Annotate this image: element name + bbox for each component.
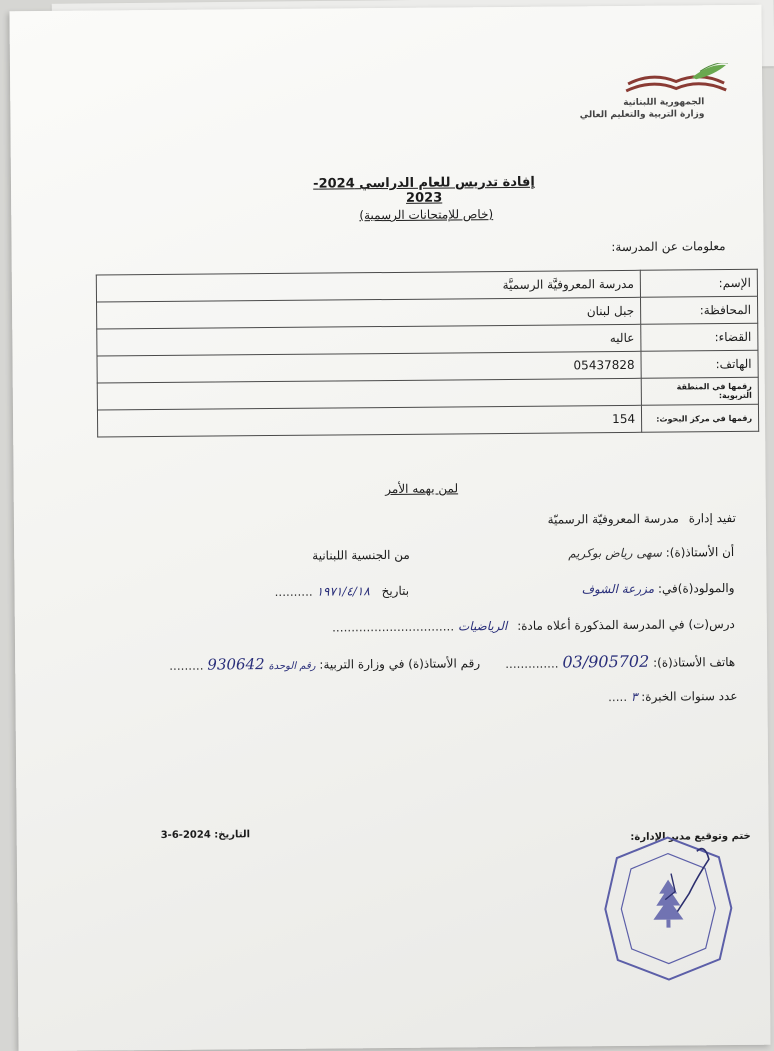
official-stamp bbox=[601, 833, 736, 984]
document-date bbox=[161, 829, 250, 841]
table-row bbox=[97, 404, 758, 437]
line-subject bbox=[332, 617, 735, 635]
line2-prefix: أن الأستاذ(ة): bbox=[665, 544, 735, 560]
dotted-fill: ................................ bbox=[332, 619, 455, 635]
dotted-fill: .......... bbox=[274, 584, 313, 600]
row-value: جبل لبنان bbox=[97, 297, 641, 329]
line5-ministry-note: رقم الوحدة bbox=[268, 660, 316, 673]
ministry-line-2: وزارة التربية والتعليم العالي bbox=[579, 109, 705, 121]
row-value: 05437828 bbox=[97, 351, 641, 383]
line-experience bbox=[608, 689, 738, 704]
line6-years: ٣ bbox=[630, 689, 638, 704]
line3-date-label: بتاريخ bbox=[381, 583, 410, 599]
row-label: الإسم: bbox=[640, 269, 757, 297]
line5-ministry-label: رقم الأستاذ(ة) في وزارة التربية: bbox=[319, 656, 481, 672]
school-info-heading: معلومات عن المدرسة: bbox=[611, 239, 726, 255]
dotted-fill: .............. bbox=[505, 656, 559, 671]
date-value: 2024-6-3 bbox=[160, 829, 211, 842]
row-value: مدرسة المعروفيَّة الرسميَّة bbox=[96, 270, 640, 302]
line-teacher bbox=[568, 545, 734, 560]
document-page bbox=[9, 5, 770, 1051]
row-label: المحافظة: bbox=[640, 296, 757, 324]
line3-date: ١٩٧١/٤/١٨ bbox=[316, 584, 370, 599]
row-value: عاليه bbox=[97, 324, 641, 356]
document-title: إفادة تدريس للعام الدراسي 2024-2023 bbox=[313, 174, 535, 206]
school-info-table bbox=[96, 269, 759, 438]
line5-phone-label: هاتف الأستاذ(ة): bbox=[653, 654, 736, 670]
row-label: رقمها في المنطقة التربوية: bbox=[641, 377, 758, 405]
date-label: التاريخ: bbox=[214, 829, 251, 841]
ministry-line-1: الجمهورية اللبنانية bbox=[623, 97, 705, 108]
document-subtitle: (خاص للإمتحانات الرسمية) bbox=[359, 207, 494, 223]
line3-prefix: والمولود(ة)في: bbox=[657, 580, 735, 596]
signature-label: ختم وتوقيع مدير الإدارة: bbox=[630, 830, 751, 843]
dotted-fill: ......... bbox=[169, 658, 204, 673]
line6-prefix: عدد سنوات الخبرة: bbox=[641, 688, 738, 704]
line-birth bbox=[581, 581, 734, 596]
to-whom-heading: لمن يهمه الأمر bbox=[385, 481, 459, 497]
line-birth-date bbox=[274, 584, 409, 599]
line4-prefix: درس(ت) في المدرسة المذكورة أعلاه مادة: bbox=[517, 616, 735, 633]
line3-place: مزرعة الشوف bbox=[581, 581, 655, 597]
line1-school: مدرسة المعروفيّة الرسميّة bbox=[547, 511, 679, 527]
row-label: رقمها في مركز البحوث: bbox=[641, 404, 758, 432]
line-school bbox=[548, 511, 736, 527]
line-phone bbox=[505, 651, 735, 672]
line5-ministry-number: 930642 bbox=[207, 655, 265, 674]
line2-nationality: من الجنسية اللبنانية bbox=[312, 547, 410, 563]
cedar-tree-stamp-icon bbox=[653, 879, 683, 927]
row-label: الهاتف: bbox=[641, 350, 758, 378]
line1-prefix: تفيد إدارة bbox=[688, 510, 736, 526]
line-ministry-number bbox=[169, 653, 480, 674]
row-value: 154 bbox=[97, 405, 641, 437]
line2-name: سهى رياض بوكريم bbox=[568, 545, 662, 561]
line5-phone: 03/905702 bbox=[562, 651, 650, 672]
line4-subject: الرياضيات bbox=[457, 618, 508, 634]
row-label: القضاء: bbox=[641, 323, 758, 351]
dotted-fill: ..... bbox=[607, 689, 628, 705]
